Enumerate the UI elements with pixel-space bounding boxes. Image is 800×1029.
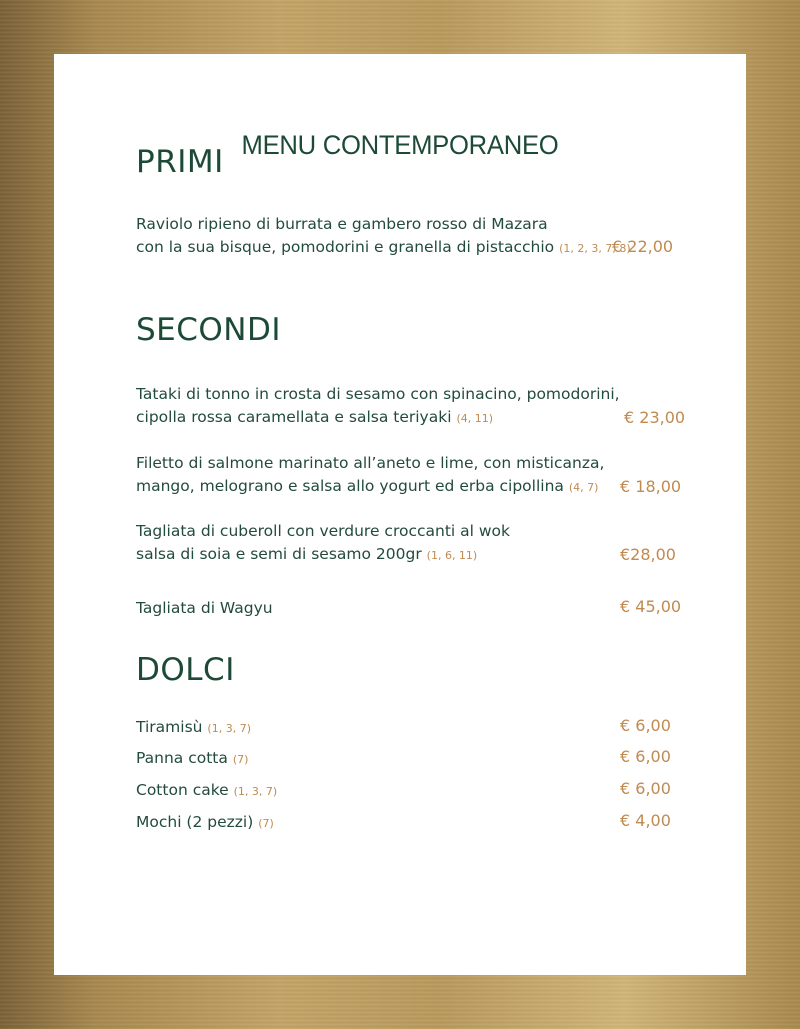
item-price: € 23,00 bbox=[624, 408, 686, 427]
menu-item-tataki bbox=[136, 383, 620, 430]
item-description-line-2: salsa di soia e semi di sesamo 200gr (1, 6, 11) bbox=[136, 545, 478, 563]
section-title-dolci: DOLCI bbox=[136, 652, 235, 688]
item-price: € 6,00 bbox=[620, 747, 671, 766]
menu-item-panna-cotta bbox=[136, 747, 248, 771]
section-title-primi: PRIMI bbox=[136, 144, 224, 180]
item-price: €28,00 bbox=[620, 545, 676, 564]
item-name: Mochi (2 pezzi) bbox=[136, 813, 254, 831]
menu-item-tiramisu bbox=[136, 716, 251, 740]
item-name: Tiramisù bbox=[136, 718, 203, 736]
item-description-line-2: mango, melograno e salsa allo yogurt ed erba cipollina (4, 7) bbox=[136, 477, 599, 495]
item-price: € 45,00 bbox=[620, 597, 682, 616]
allergen-codes: (4, 11) bbox=[456, 412, 494, 425]
menu-item-raviolo bbox=[136, 213, 631, 260]
item-name: Tagliata di Wagyu bbox=[136, 599, 273, 617]
item-description-line-2: cipolla rossa caramellata e salsa teriyaki (4, 11) bbox=[136, 408, 494, 426]
section-title-secondi: SECONDI bbox=[136, 312, 282, 348]
item-price: € 6,00 bbox=[620, 716, 671, 735]
allergen-codes: (4, 7) bbox=[568, 481, 599, 494]
item-description-line-1: Tataki di tonno in crosta di sesamo con spinacino, pomodorini, bbox=[136, 385, 620, 403]
item-description-line-1: Filetto di salmone marinato all’aneto e lime, con misticanza, bbox=[136, 454, 605, 472]
item-price: € 22,00 bbox=[612, 237, 674, 256]
allergen-codes: (7) bbox=[232, 753, 249, 766]
item-name: Cotton cake bbox=[136, 781, 229, 799]
item-description-line-1: Raviolo ripieno di burrata e gambero rosso di Mazara bbox=[136, 215, 548, 233]
menu-item-cotton-cake bbox=[136, 779, 277, 803]
allergen-codes: (1, 3, 7) bbox=[207, 722, 251, 735]
menu-sheet bbox=[54, 54, 746, 975]
menu-item-salmone bbox=[136, 452, 604, 499]
allergen-codes: (1, 3, 7) bbox=[233, 785, 278, 798]
item-price: € 18,00 bbox=[620, 477, 682, 496]
menu-title: MENU CONTEMPORANEO bbox=[241, 130, 559, 160]
allergen-codes: (1, 6, 11) bbox=[426, 549, 478, 562]
item-name: Panna cotta bbox=[136, 749, 228, 767]
menu-item-wagyu bbox=[136, 597, 273, 620]
item-price: € 4,00 bbox=[620, 811, 671, 830]
allergen-codes: (1, 2, 3, 7, 8) bbox=[559, 242, 631, 255]
menu-item-mochi bbox=[136, 811, 274, 835]
menu-item-cuberoll bbox=[136, 520, 510, 567]
item-description-line-1: Tagliata di cuberoll con verdure croccanti al wok bbox=[136, 522, 511, 540]
item-price: € 6,00 bbox=[620, 779, 671, 798]
allergen-codes: (7) bbox=[258, 817, 274, 830]
item-description-line-2: con la sua bisque, pomodorini e granella di pistacchio (1, 2, 3, 7, 8) bbox=[136, 238, 631, 256]
